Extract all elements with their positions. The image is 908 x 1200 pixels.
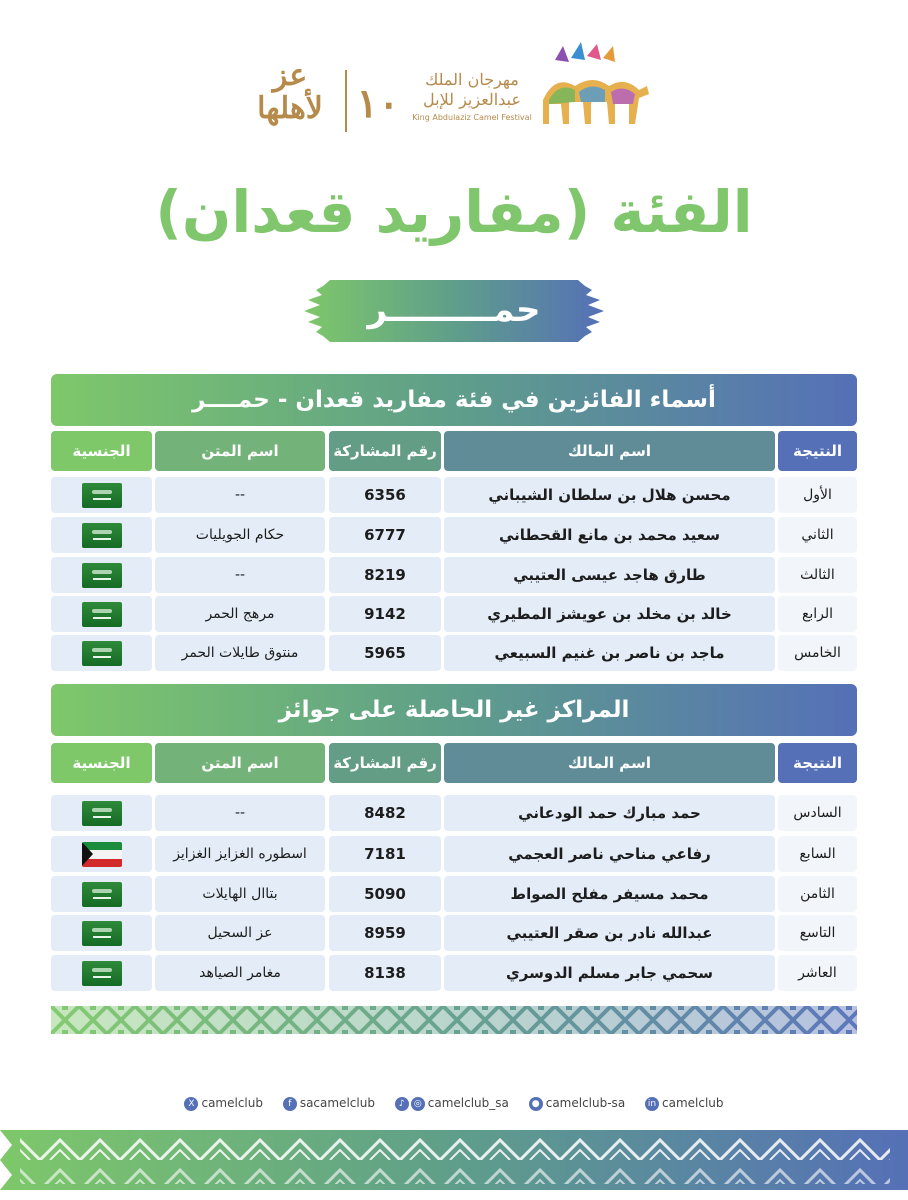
owner-cell: محمد مسيفر مفلح الصواط [444, 876, 775, 912]
number-cell: 9142 [329, 596, 441, 632]
header-mtn: اسم المتن [155, 743, 325, 783]
nationality-cell [51, 477, 152, 513]
result-cell: الرابع [778, 596, 857, 632]
table-row [51, 876, 857, 912]
mtn-cell: مرهج الحمر [155, 596, 325, 632]
mtn-cell: اسطوره الغزايز الغزايز [155, 836, 325, 872]
logo-divider [345, 70, 347, 132]
mtn-cell: عز السحيل [155, 915, 325, 951]
header-result: النتيجة [778, 743, 857, 783]
table-row [51, 517, 857, 553]
saudi-flag-icon [82, 882, 122, 907]
result-cell: الثاني [778, 517, 857, 553]
table-row [51, 477, 857, 513]
header-number: رقم المشاركة [329, 743, 441, 783]
page-title: الفئة (مفاريد قعدان) [155, 178, 753, 246]
nationality-cell [51, 557, 152, 593]
owner-cell: سعيد محمد بن مانع القحطاني [444, 517, 775, 553]
izz-lahliha-logo: عز لأهلها [257, 58, 323, 126]
number-cell: 8138 [329, 955, 441, 991]
owner-cell: حمد مبارك حمد الودعاني [444, 795, 775, 831]
table-row [51, 955, 857, 991]
number-cell: 5965 [329, 635, 441, 671]
social-links [0, 1096, 908, 1116]
saudi-flag-icon [82, 921, 122, 946]
footer-pattern-band [0, 1130, 908, 1190]
owner-cell: طارق هاجد عيسى العتيبي [444, 557, 775, 593]
result-cell: الثالث [778, 557, 857, 593]
zigzag-separator [51, 1006, 857, 1034]
number-cell: 8959 [329, 915, 441, 951]
result-cell: السادس [778, 795, 857, 831]
owner-cell: سحمي جابر مسلم الدوسري [444, 955, 775, 991]
festival-logo: مهرجان الملك عبدالعزيز للإبل King Abdulaziz Camel Festival [412, 70, 532, 122]
table-row [51, 836, 857, 872]
table-row [51, 795, 857, 831]
saudi-flag-icon [82, 801, 122, 826]
saudi-flag-icon [82, 602, 122, 627]
owner-cell: خالد بن مخلد بن عويشز المطيري [444, 596, 775, 632]
number-cell: 8482 [329, 795, 441, 831]
table-row [51, 596, 857, 632]
owner-cell: رفاعي مناحي ناصر العجمي [444, 836, 775, 872]
saudi-flag-icon [82, 483, 122, 508]
table-row [51, 915, 857, 951]
table-row [51, 557, 857, 593]
mtn-cell: مغامر الصياهد [155, 955, 325, 991]
saudi-flag-icon [82, 961, 122, 986]
number-cell: 8219 [329, 557, 441, 593]
mtn-cell: -- [155, 795, 325, 831]
instagram-icon: ◎ [411, 1097, 425, 1111]
social-tiktok-instagram[interactable]: ♪ ◎ camelclub_sa [395, 1096, 509, 1111]
header-owner: اسم المالك [444, 431, 775, 471]
header-nationality: الجنسية [51, 431, 152, 471]
nationality-cell [51, 596, 152, 632]
header-result: النتيجة [778, 431, 857, 471]
nationality-cell [51, 635, 152, 671]
mtn-cell: -- [155, 477, 325, 513]
social-snapchat[interactable]: ● camelclub-sa [529, 1096, 625, 1111]
result-cell: العاشر [778, 955, 857, 991]
social-facebook[interactable]: f sacamelclub [283, 1096, 375, 1111]
nationality-cell [51, 955, 152, 991]
result-cell: الأول [778, 477, 857, 513]
header-mtn: اسم المتن [155, 431, 325, 471]
snapchat-icon: ● [529, 1097, 543, 1111]
social-linkedin[interactable]: in camelclub [645, 1096, 724, 1111]
table-row [51, 635, 857, 671]
result-cell: الثامن [778, 876, 857, 912]
saudi-flag-icon [82, 641, 122, 666]
nationality-cell [51, 915, 152, 951]
owner-cell: محسن هلال بن سلطان الشيباني [444, 477, 775, 513]
header-nationality: الجنسية [51, 743, 152, 783]
header-owner: اسم المالك [444, 743, 775, 783]
mtn-cell: منتوق طايلات الحمر [155, 635, 325, 671]
saudi-flag-icon [82, 563, 122, 588]
x-icon: X [184, 1097, 198, 1111]
nationality-cell [51, 836, 152, 872]
header-logos [245, 40, 665, 135]
result-cell: الخامس [778, 635, 857, 671]
edition-number: ١٠ [356, 80, 400, 127]
mtn-cell: -- [155, 557, 325, 593]
color-banner [300, 280, 608, 342]
number-cell: 7181 [329, 836, 441, 872]
tiktok-icon: ♪ [395, 1097, 409, 1111]
saudi-flag-icon [82, 523, 122, 548]
color-label: حمـــــــــر [367, 290, 541, 330]
winners-section-title: أسماء الفائزين في فئة مفاريد قعدان - حمــــر [51, 374, 857, 426]
owner-cell: ماجد بن ناصر بن غنيم السبيعي [444, 635, 775, 671]
camel-caravan-icon [535, 40, 655, 130]
kuwait-flag-icon [82, 842, 122, 867]
result-cell: التاسع [778, 915, 857, 951]
owner-cell: عبدالله نادر بن صقر العتيبي [444, 915, 775, 951]
social-x[interactable]: X camelclub [184, 1096, 263, 1111]
linkedin-icon: in [645, 1097, 659, 1111]
result-cell: السابع [778, 836, 857, 872]
mtn-cell: حكام الجويليات [155, 517, 325, 553]
nationality-cell [51, 795, 152, 831]
facebook-icon: f [283, 1097, 297, 1111]
nationality-cell [51, 517, 152, 553]
number-cell: 6356 [329, 477, 441, 513]
header-number: رقم المشاركة [329, 431, 441, 471]
mtn-cell: بتاال الهايلات [155, 876, 325, 912]
nationality-cell [51, 876, 152, 912]
number-cell: 6777 [329, 517, 441, 553]
non-winners-section-title: المراكز غير الحاصلة على جوائز [51, 684, 857, 736]
number-cell: 5090 [329, 876, 441, 912]
